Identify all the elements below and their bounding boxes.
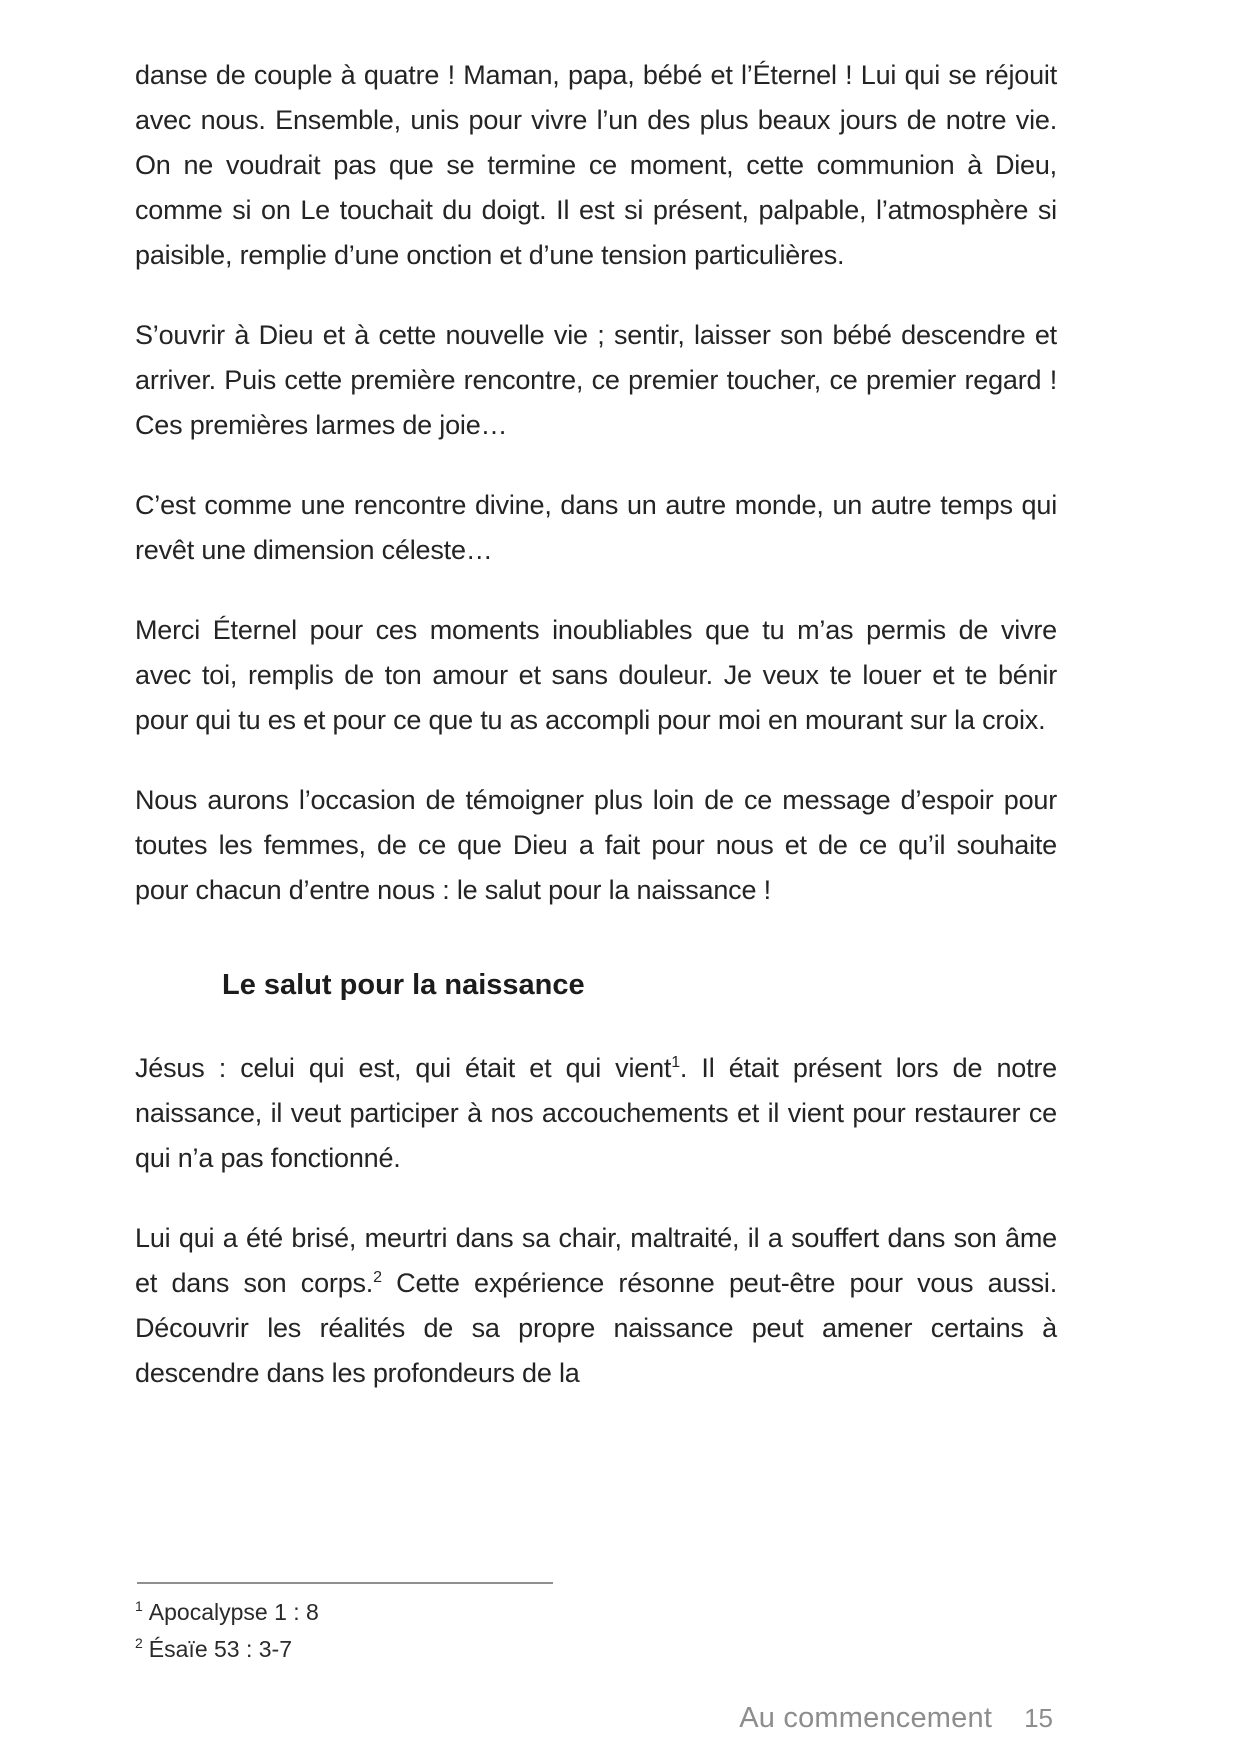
paragraph-7 [135, 1216, 1057, 1396]
paragraph-7-text-start: Lui qui a été brisé, meurtri dans sa chair, maltraité, il a souffert dans son âme et dans son corps. [135, 1223, 1057, 1298]
footnotes-section [135, 1582, 1057, 1668]
running-footer-section-title: Au commencement [739, 1702, 993, 1734]
paragraph-6 [135, 1046, 1057, 1181]
footnote-2-marker: 2 [135, 1635, 143, 1652]
paragraph-3: C’est comme une rencontre divine, dans un autre monde, un autre temps qui revêt une dimension céleste… [135, 490, 1057, 565]
paragraph-6-text-start: Jésus : celui qui est, qui était et qui vient [135, 1053, 672, 1083]
page-text-block [135, 53, 1057, 1396]
footnote-2 [135, 1631, 1057, 1668]
footnote-2-text: Ésaïe 53 : 3-7 [148, 1636, 292, 1662]
section-heading: Le salut pour la naissance [222, 969, 585, 1001]
footnote-reference-2: 2 [373, 1269, 382, 1286]
paragraph-4: Merci Éternel pour ces moments inoubliables que tu m’as permis de vivre avec toi, remplis de ton amour et sans douleur. Je veux te louer et te bénir pour qui tu es et pour ce que tu as accompli pour moi en mourant sur la croix. [135, 615, 1057, 735]
paragraph-6-text-end: . Il était présent lors de notre naissance, il veut participer à nos accouchements et il vient pour restaurer ce qui n’a pas fonctionné. [135, 1053, 1057, 1173]
footnote-1 [135, 1594, 1057, 1631]
paragraph-5: Nous aurons l’occasion de témoigner plus loin de ce message d’espoir pour toutes les femmes, de ce que Dieu a fait pour nous et de ce qu’il souhaite pour chacun d’entre nous : le salut pour la naissance ! [135, 785, 1057, 905]
paragraph-1: danse de couple à quatre ! Maman, papa, bébé et l’Éternel ! Lui qui se réjouit avec nous. Ensemble, unis pour vivre l’un des plus beaux jours de notre vie. On ne voudrait pas que se termine ce moment, cette communion à Dieu, comme si on Le touchait du doigt. Il est si présent, palpable, l’atmosphère si paisible, remplie d’une onction et d’une tension particulières. [135, 60, 1057, 270]
page-footer [739, 1702, 1053, 1735]
paragraph-2: S’ouvrir à Dieu et à cette nouvelle vie ; sentir, laisser son bébé descendre et arriver. Puis cette première rencontre, ce premier toucher, ce premier regard ! Ces premières larmes de joie… [135, 320, 1057, 440]
footnote-1-text: Apocalypse 1 : 8 [148, 1599, 319, 1625]
footnote-separator-rule [137, 1582, 553, 1584]
page-number: 15 [1024, 1703, 1053, 1733]
footnote-reference-1: 1 [671, 1054, 680, 1071]
footnote-1-marker: 1 [135, 1598, 143, 1615]
paragraph-7-text-end: Cette expérience résonne peut-être pour vous aussi. Découvrir les réalités de sa propre naissance peut amener certains à descendre dans les profondeurs de la [135, 1268, 1057, 1388]
